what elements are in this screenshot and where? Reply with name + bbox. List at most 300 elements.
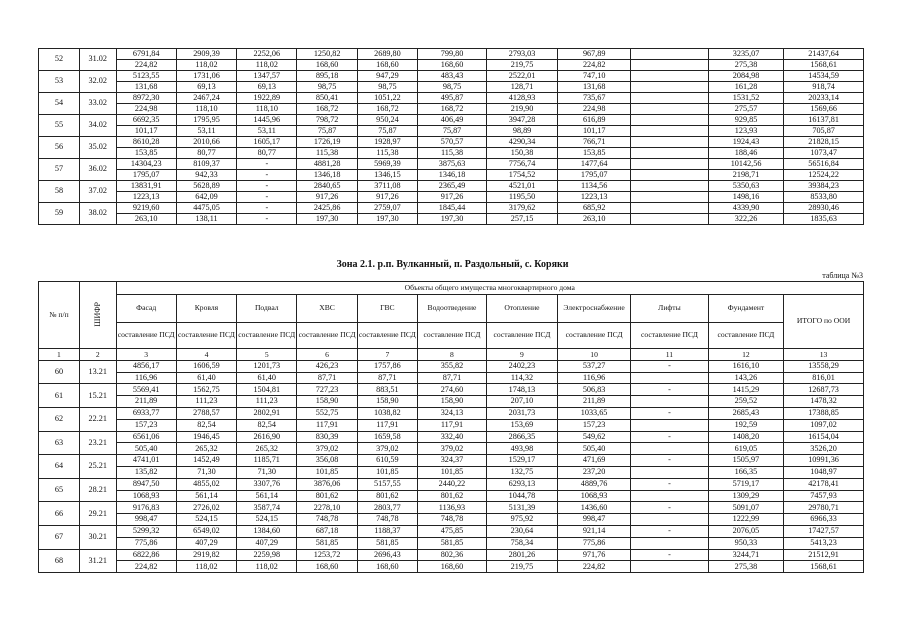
cell-value: 748,78 [357, 514, 417, 526]
header-sub-design: составление ПСД [176, 323, 236, 349]
cell-value [631, 214, 709, 225]
cell-value: 1606,59 [176, 360, 236, 372]
cell-value: 224,98 [116, 104, 176, 115]
cell-value: 158,90 [357, 396, 417, 408]
header-col-total: ИТОГО по ООИ [784, 295, 864, 349]
cell-value: 505,40 [116, 443, 176, 455]
cell-value: 379,02 [357, 443, 417, 455]
cell-value: 4889,76 [557, 478, 630, 490]
cell-value: 1309,29 [708, 490, 783, 502]
cell-value: 116,96 [557, 372, 630, 384]
cell-value: 263,10 [558, 214, 631, 225]
cell-value: 4856,17 [116, 360, 176, 372]
cell-value: 4475,05 [176, 203, 236, 214]
row-cipher: 32.02 [79, 71, 116, 93]
cell-value: 29780,71 [784, 502, 864, 514]
cell-value: 4128,93 [487, 93, 558, 104]
top-row-53-design [39, 82, 864, 93]
cell-value [631, 372, 709, 384]
cell-value: 265,32 [237, 443, 297, 455]
cell-value: 1531,52 [708, 93, 783, 104]
cell-value: 552,75 [297, 407, 357, 419]
cell-value: 219,90 [487, 104, 558, 115]
cell-value: 14534,59 [784, 71, 864, 82]
cell-value: 168,60 [357, 60, 417, 71]
cell-value: 9176,83 [116, 502, 176, 514]
cell-value: 4741,01 [116, 455, 176, 467]
cell-value: 3526,20 [784, 443, 864, 455]
cell-value [631, 60, 709, 71]
cell-value: 685,92 [558, 203, 631, 214]
cell-value: 1134,56 [558, 181, 631, 192]
cell-value: 1033,65 [557, 407, 630, 419]
cell-value: 224,98 [558, 104, 631, 115]
zone-row-65 [39, 478, 864, 490]
cell-value [631, 203, 709, 214]
cell-value: 98,89 [487, 126, 558, 137]
row-number: 59 [39, 203, 80, 225]
top-row-56 [39, 137, 864, 148]
header-sub-design: составление ПСД [631, 323, 709, 349]
cell-value: 1659,58 [357, 431, 417, 443]
cell-value: 324,13 [418, 407, 487, 419]
cell-value: 13831,91 [116, 181, 176, 192]
cell-value: 275,38 [708, 60, 783, 71]
cell-value: 131,68 [116, 82, 176, 93]
top-row-54-design [39, 104, 864, 115]
row-cipher: 15.21 [79, 384, 116, 408]
row-cipher: 31.02 [79, 49, 116, 71]
cell-value: 1136,93 [418, 502, 487, 514]
cell-value: 230,64 [486, 525, 557, 537]
cell-value: 426,23 [297, 360, 357, 372]
cell-value: 69,13 [176, 82, 236, 93]
cell-value: 17427,57 [784, 525, 864, 537]
row-number: 63 [39, 431, 80, 455]
cell-value: 2031,73 [486, 407, 557, 419]
header-column-number: 6 [297, 349, 357, 361]
cell-value: 1250,82 [297, 49, 357, 60]
zone-row-64 [39, 455, 864, 467]
cell-value: 118,02 [237, 561, 297, 573]
cell-value: 3307,76 [237, 478, 297, 490]
cell-value: 16154,04 [784, 431, 864, 443]
cell-value: 2365,49 [418, 181, 487, 192]
cell-value: 118,02 [176, 60, 236, 71]
row-cipher: 30.21 [79, 525, 116, 549]
cell-value: 1505,97 [708, 455, 783, 467]
row-number: 67 [39, 525, 80, 549]
cell-value: 12524,22 [784, 170, 864, 181]
cell-value: 5413,23 [784, 537, 864, 549]
cell-value: 2198,71 [708, 170, 783, 181]
cell-value: 1529,17 [486, 455, 557, 467]
zone-row-62-design [39, 419, 864, 431]
cell-value: 775,86 [116, 537, 176, 549]
header-col-elevators: Лифты [631, 295, 709, 323]
cell-value: 324,37 [418, 455, 487, 467]
header-column-number: 2 [79, 349, 116, 361]
cell-value: 1068,93 [116, 490, 176, 502]
zone-2-1-table [38, 281, 864, 573]
cell-value: 2076,05 [708, 525, 783, 537]
header-sub-design: составление ПСД [357, 323, 417, 349]
zone-row-60 [39, 360, 864, 372]
cell-value: 6561,06 [116, 431, 176, 443]
cell-value: 5350,63 [708, 181, 783, 192]
cell-value: 2801,26 [486, 549, 557, 561]
cell-value: 537,27 [557, 360, 630, 372]
cell-value: 6791,84 [116, 49, 176, 60]
zone-row-61 [39, 384, 864, 396]
top-row-57 [39, 159, 864, 170]
cell-value: 1452,49 [176, 455, 236, 467]
cell-value: 10142,56 [708, 159, 783, 170]
cell-value: 975,92 [486, 514, 557, 526]
cell-value: - [237, 203, 297, 214]
cell-value: 735,67 [558, 93, 631, 104]
cell-value: 257,15 [487, 214, 558, 225]
cell-value [631, 537, 709, 549]
cell-value: 1223,13 [116, 192, 176, 203]
cell-value: 117,91 [297, 419, 357, 431]
cell-value: 16137,81 [784, 115, 864, 126]
cell-value: 101,85 [357, 466, 417, 478]
cell-value: 2084,98 [708, 71, 783, 82]
zone-row-67 [39, 525, 864, 537]
cell-value: 111,23 [237, 396, 297, 408]
cell-value: 2252,06 [237, 49, 297, 60]
cell-value: 211,89 [116, 396, 176, 408]
cell-value [631, 82, 709, 93]
cell-value: 6933,77 [116, 407, 176, 419]
header-column-number: 10 [557, 349, 630, 361]
cell-value: 219,75 [487, 60, 558, 71]
cell-value: 766,71 [558, 137, 631, 148]
cell-value: 1038,82 [357, 407, 417, 419]
cell-value: 118,10 [176, 104, 236, 115]
row-cipher: 31.21 [79, 549, 116, 573]
cell-value [631, 396, 709, 408]
cell-value: 2802,91 [237, 407, 297, 419]
cell-value: 3235,07 [708, 49, 783, 60]
top-row-52-design [39, 60, 864, 71]
cell-value: 971,76 [557, 549, 630, 561]
cell-value: 1504,81 [237, 384, 297, 396]
cell-value [631, 514, 709, 526]
cell-value: 1195,50 [487, 192, 558, 203]
cell-value: 1346,18 [297, 170, 357, 181]
row-cipher: 29.21 [79, 502, 116, 526]
cell-value: 6822,86 [116, 549, 176, 561]
cell-value [631, 181, 709, 192]
cell-value: 471,69 [557, 455, 630, 467]
top-row-59 [39, 203, 864, 214]
cell-value: 748,78 [418, 514, 487, 526]
cell-value: 61,40 [237, 372, 297, 384]
cell-value: 6692,35 [116, 115, 176, 126]
cell-value: 17388,85 [784, 407, 864, 419]
cell-value: 1605,17 [237, 137, 297, 148]
cell-value: 2696,43 [357, 549, 417, 561]
cell-value: 75,87 [418, 126, 487, 137]
cell-value: - [631, 502, 709, 514]
cell-value: 192,59 [708, 419, 783, 431]
cell-value: 1073,47 [784, 148, 864, 159]
cell-value: 2726,02 [176, 502, 236, 514]
cell-value: 619,05 [708, 443, 783, 455]
cell-value: 2440,22 [418, 478, 487, 490]
header-col-heating: Отопление [486, 295, 557, 323]
cell-value: 75,87 [297, 126, 357, 137]
cell-value: 830,39 [297, 431, 357, 443]
header-column-number: 9 [486, 349, 557, 361]
cell-value: 2010,66 [176, 137, 236, 148]
cell-value: 947,29 [357, 71, 417, 82]
cell-value: 3876,06 [297, 478, 357, 490]
zone-row-68-design [39, 561, 864, 573]
cell-value: 128,71 [487, 82, 558, 93]
cell-value: 259,52 [708, 396, 783, 408]
cell-value: 1795,07 [558, 170, 631, 181]
header-column-number: 12 [708, 349, 783, 361]
cell-value: 2259,98 [237, 549, 297, 561]
cell-value: - [631, 455, 709, 467]
cell-value [631, 49, 709, 60]
cell-value: 5131,39 [486, 502, 557, 514]
cell-value: 2866,35 [486, 431, 557, 443]
cell-value: 132,75 [486, 466, 557, 478]
cell-value: 1845,44 [418, 203, 487, 214]
cell-value: 131,68 [558, 82, 631, 93]
cell-value: 197,30 [418, 214, 487, 225]
cell-value: 998,47 [557, 514, 630, 526]
cell-value: 406,49 [418, 115, 487, 126]
cell-value: - [237, 192, 297, 203]
cell-value: 1754,52 [487, 170, 558, 181]
cell-value: 153,85 [116, 148, 176, 159]
cell-value: 118,02 [176, 561, 236, 573]
header-col-basement: Подвал [237, 295, 297, 323]
cell-value: 53,11 [176, 126, 236, 137]
cell-value: 114,32 [486, 372, 557, 384]
zone-row-63-design [39, 443, 864, 455]
cell-value: 2402,23 [486, 360, 557, 372]
cell-value: 483,43 [418, 71, 487, 82]
cell-value: - [631, 478, 709, 490]
header-column-number: 4 [176, 349, 236, 361]
cell-value: 2685,43 [708, 407, 783, 419]
section-title: Зона 2.1. р.п. Вулканный, п. Раздольный, с. Коряки [336, 259, 569, 270]
cell-value: 1188,37 [357, 525, 417, 537]
cell-value: 87,71 [357, 372, 417, 384]
cell-value: 80,77 [176, 148, 236, 159]
cell-value: 14304,23 [116, 159, 176, 170]
header-sub-design: составление ПСД [297, 323, 357, 349]
cell-value: 917,26 [418, 192, 487, 203]
cell-value: 407,29 [237, 537, 297, 549]
cell-value: 5719,17 [708, 478, 783, 490]
cell-value: 918,74 [784, 82, 864, 93]
top-row-59-design [39, 214, 864, 225]
cell-value: 135,82 [116, 466, 176, 478]
cell-value: 1185,71 [237, 455, 297, 467]
cell-value: 98,75 [418, 82, 487, 93]
cell-value: 211,89 [557, 396, 630, 408]
row-number: 66 [39, 502, 80, 526]
cell-value: 5157,55 [357, 478, 417, 490]
cell-value: 224,82 [116, 561, 176, 573]
cell-value: 967,89 [558, 49, 631, 60]
cell-value: 117,91 [357, 419, 417, 431]
header-column-number: 11 [631, 349, 709, 361]
header-sub-design: составление ПСД [557, 323, 630, 349]
row-number: 62 [39, 407, 80, 431]
cell-value: 275,57 [708, 104, 783, 115]
row-cipher: 13.21 [79, 360, 116, 384]
cell-value: 1346,18 [418, 170, 487, 181]
cell-value: 1928,97 [357, 137, 417, 148]
zone-row-62 [39, 407, 864, 419]
cell-value: - [631, 360, 709, 372]
cell-value: 1477,64 [558, 159, 631, 170]
table-number: таблица №3 [822, 271, 863, 280]
cell-value: 2278,10 [297, 502, 357, 514]
cell-value: 168,60 [297, 60, 357, 71]
row-number: 65 [39, 478, 80, 502]
cell-value: 883,51 [357, 384, 417, 396]
cell-value: 101,85 [297, 466, 357, 478]
cell-value: 950,24 [357, 115, 417, 126]
cell-value [631, 126, 709, 137]
cell-value: 2616,90 [237, 431, 297, 443]
cell-value: 506,83 [557, 384, 630, 396]
cell-value: 4855,02 [176, 478, 236, 490]
cell-value: 493,98 [486, 443, 557, 455]
cell-value: 237,20 [557, 466, 630, 478]
cell-value: 495,87 [418, 93, 487, 104]
row-number: 53 [39, 71, 80, 93]
cell-value: 407,29 [176, 537, 236, 549]
row-cipher: 36.02 [79, 159, 116, 181]
cell-value: 207,10 [486, 396, 557, 408]
cell-value: 157,23 [116, 419, 176, 431]
cell-value: 20233,14 [784, 93, 864, 104]
cell-value: 1795,07 [116, 170, 176, 181]
cell-value: 356,08 [297, 455, 357, 467]
cell-value: - [631, 407, 709, 419]
cell-value: - [237, 214, 297, 225]
cell-value: 118,02 [237, 60, 297, 71]
header-col-hot-water: ГВС [357, 295, 417, 323]
cell-value: 143,26 [708, 372, 783, 384]
cell-value: 355,82 [418, 360, 487, 372]
zone-row-64-design [39, 466, 864, 478]
cell-value: 6293,13 [486, 478, 557, 490]
cell-value: 4521,01 [487, 181, 558, 192]
cell-value: 1568,61 [784, 561, 864, 573]
cell-value: 929,85 [708, 115, 783, 126]
cell-value: 1201,73 [237, 360, 297, 372]
cell-value: 1731,06 [176, 71, 236, 82]
cell-value: 2803,77 [357, 502, 417, 514]
cell-value: 5299,32 [116, 525, 176, 537]
cell-value: 224,82 [558, 60, 631, 71]
cell-value: 2467,24 [176, 93, 236, 104]
top-row-54 [39, 93, 864, 104]
cell-value: 9219,60 [116, 203, 176, 214]
cell-value: 3947,28 [487, 115, 558, 126]
header-col-foundation: Фундамент [708, 295, 783, 323]
cell-value: 5123,55 [116, 71, 176, 82]
cell-value: 1347,57 [237, 71, 297, 82]
zone-row-61-design [39, 396, 864, 408]
cell-value [631, 443, 709, 455]
cell-value: 1946,45 [176, 431, 236, 443]
cell-value: - [237, 159, 297, 170]
cell-value: 158,90 [418, 396, 487, 408]
cell-value: 6549,02 [176, 525, 236, 537]
header-col-roof: Кровля [176, 295, 236, 323]
cell-value: 2840,65 [297, 181, 357, 192]
row-cipher: 37.02 [79, 181, 116, 203]
cell-value: 581,85 [357, 537, 417, 549]
top-row-58 [39, 181, 864, 192]
cell-value: 1795,95 [176, 115, 236, 126]
cell-value: 3587,74 [237, 502, 297, 514]
row-number: 55 [39, 115, 80, 137]
cell-value: 21437,64 [784, 49, 864, 60]
cell-value: 263,10 [116, 214, 176, 225]
cell-value: 801,62 [357, 490, 417, 502]
cell-value: - [237, 170, 297, 181]
cell-value: 8947,50 [116, 478, 176, 490]
cell-value: 123,93 [708, 126, 783, 137]
cell-value: 3179,62 [487, 203, 558, 214]
cell-value: 161,28 [708, 82, 783, 93]
cell-value: 2793,03 [487, 49, 558, 60]
cell-value: 895,18 [297, 71, 357, 82]
cell-value: 2909,39 [176, 49, 236, 60]
cell-value: 1436,60 [557, 502, 630, 514]
cell-value: 379,02 [418, 443, 487, 455]
top-row-53 [39, 71, 864, 82]
header-column-number: 8 [418, 349, 487, 361]
cell-value: 4290,34 [487, 137, 558, 148]
header-sub-design: составление ПСД [418, 323, 487, 349]
cell-value: 157,23 [557, 419, 630, 431]
zone-row-63 [39, 431, 864, 443]
cell-value: 75,87 [357, 126, 417, 137]
cell-value: 581,85 [418, 537, 487, 549]
cell-value: 581,85 [297, 537, 357, 549]
cell-value: - [631, 431, 709, 443]
cell-value: 3875,63 [418, 159, 487, 170]
cell-value: 1498,16 [708, 192, 783, 203]
cell-value: 101,85 [418, 466, 487, 478]
cell-value: 379,02 [297, 443, 357, 455]
cell-value: 3244,71 [708, 549, 783, 561]
cell-value: 39384,23 [784, 181, 864, 192]
cell-value: 475,85 [418, 525, 487, 537]
cell-value: 224,82 [116, 60, 176, 71]
cell-value [631, 104, 709, 115]
header-column-number: 7 [357, 349, 417, 361]
header-column-number: 5 [237, 349, 297, 361]
cell-value: 1748,13 [486, 384, 557, 396]
cell-value: 798,72 [297, 115, 357, 126]
cell-value: 274,60 [418, 384, 487, 396]
